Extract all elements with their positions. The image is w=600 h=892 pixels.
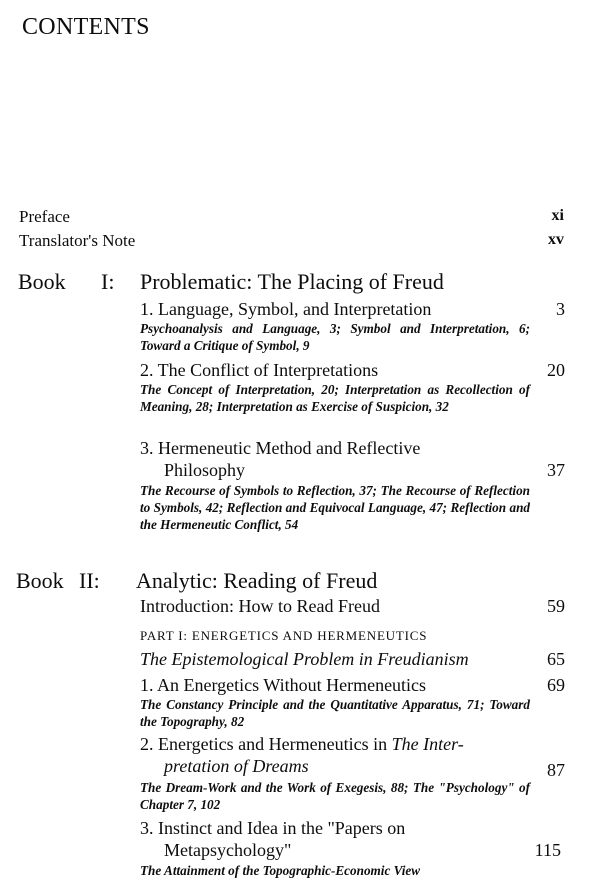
- book-label: Book: [16, 568, 64, 593]
- toc-chapter-title: 3. Hermeneutic Method and Reflective: [140, 438, 421, 458]
- toc-chapter: [140, 818, 565, 839]
- book-title: Analytic: Reading of Freud: [136, 568, 378, 593]
- toc-chapter-continued: [140, 460, 565, 481]
- toc-chapter-subtopics: The Constancy Principle and the Quantitative Apparatus, 71; Toward the Topography, 82: [140, 697, 530, 729]
- toc-chapter-subtopics: The Dream-Work and the Work of Exegesis, 88; The "Psychology" of Chapter 7, 102: [140, 780, 530, 812]
- toc-chapter-continued: [140, 840, 565, 861]
- toc-section-page: 65: [547, 649, 565, 669]
- toc-chapter-title: 2. Energetics and Hermeneutics in: [140, 734, 392, 754]
- toc-front-page: xi: [551, 207, 564, 224]
- toc-front-label: Preface: [19, 207, 70, 226]
- toc-chapter-title-continued: pretation of Dreams: [164, 756, 309, 776]
- toc-chapter-subtopics: The Concept of Interpretation, 20; Interpretation as Recollection of Meaning, 28; Interpretation as Exercise of Suspicion, 32: [140, 382, 530, 414]
- toc-part-heading: PART I: ENERGETICS AND HERMENEUTICS: [140, 628, 428, 643]
- book-title: Problematic: The Placing of Freud: [140, 269, 444, 294]
- toc-chapter-title-italic: The Inter-: [391, 734, 464, 754]
- toc-section: [140, 649, 565, 670]
- toc-front-preface: [19, 207, 564, 227]
- toc-chapter-subtopics: The Recourse of Symbols to Reflection, 37; The Recourse of Reflection to Symbols, 42; Reflection and Equivocal Language, 47; Reflection and the Hermeneutic Conflict, 54: [140, 483, 530, 532]
- toc-section-title: The Epistemological Problem in Freudianism: [140, 649, 469, 669]
- toc-front-label: Translator's Note: [19, 231, 136, 250]
- toc-chapter-subtopics: The Attainment of the Topographic-Economic View: [140, 863, 421, 878]
- toc-chapter-page: 87: [547, 760, 565, 780]
- toc-chapter-title: 2. The Conflict of Interpretations: [140, 360, 379, 380]
- toc-chapter: [140, 360, 565, 381]
- toc-chapter-page: 37: [547, 460, 565, 480]
- toc-chapter-page: 20: [547, 360, 565, 380]
- toc-introduction-title: Introduction: How to Read Freud: [140, 596, 380, 616]
- toc-chapter-title: 1. An Energetics Without Hermeneutics: [140, 675, 427, 695]
- toc-chapter: [140, 734, 565, 755]
- book-number: II:: [79, 568, 100, 593]
- toc-chapter-page: 69: [547, 675, 565, 695]
- toc-chapter-title: 1. Language, Symbol, and Interpretation: [140, 299, 432, 319]
- toc-chapter-page: 3: [556, 299, 565, 319]
- toc-front-page: xv: [548, 231, 564, 248]
- toc-chapter-continued: [140, 756, 565, 780]
- book-label: Book: [18, 269, 66, 294]
- toc-introduction-page: 59: [547, 596, 565, 616]
- toc-chapter-title-continued: Metapsychology": [164, 840, 292, 860]
- toc-chapter: [140, 675, 565, 696]
- toc-chapter-title: 3. Instinct and Idea in the "Papers on: [140, 818, 406, 838]
- toc-front-translators-note: [19, 231, 564, 251]
- toc-chapter-title-continued: Philosophy: [164, 460, 246, 480]
- page-title: CONTENTS: [22, 14, 150, 40]
- book-number: I:: [101, 269, 115, 294]
- toc-chapter: [140, 299, 565, 320]
- toc-chapter-subtopics: Psychoanalysis and Language, 3; Symbol and Interpretation, 6; Toward a Critique of Symbol, 9: [140, 321, 530, 353]
- toc-introduction: [140, 596, 565, 617]
- toc-chapter: [140, 438, 565, 459]
- toc-chapter-page: 115: [534, 840, 561, 860]
